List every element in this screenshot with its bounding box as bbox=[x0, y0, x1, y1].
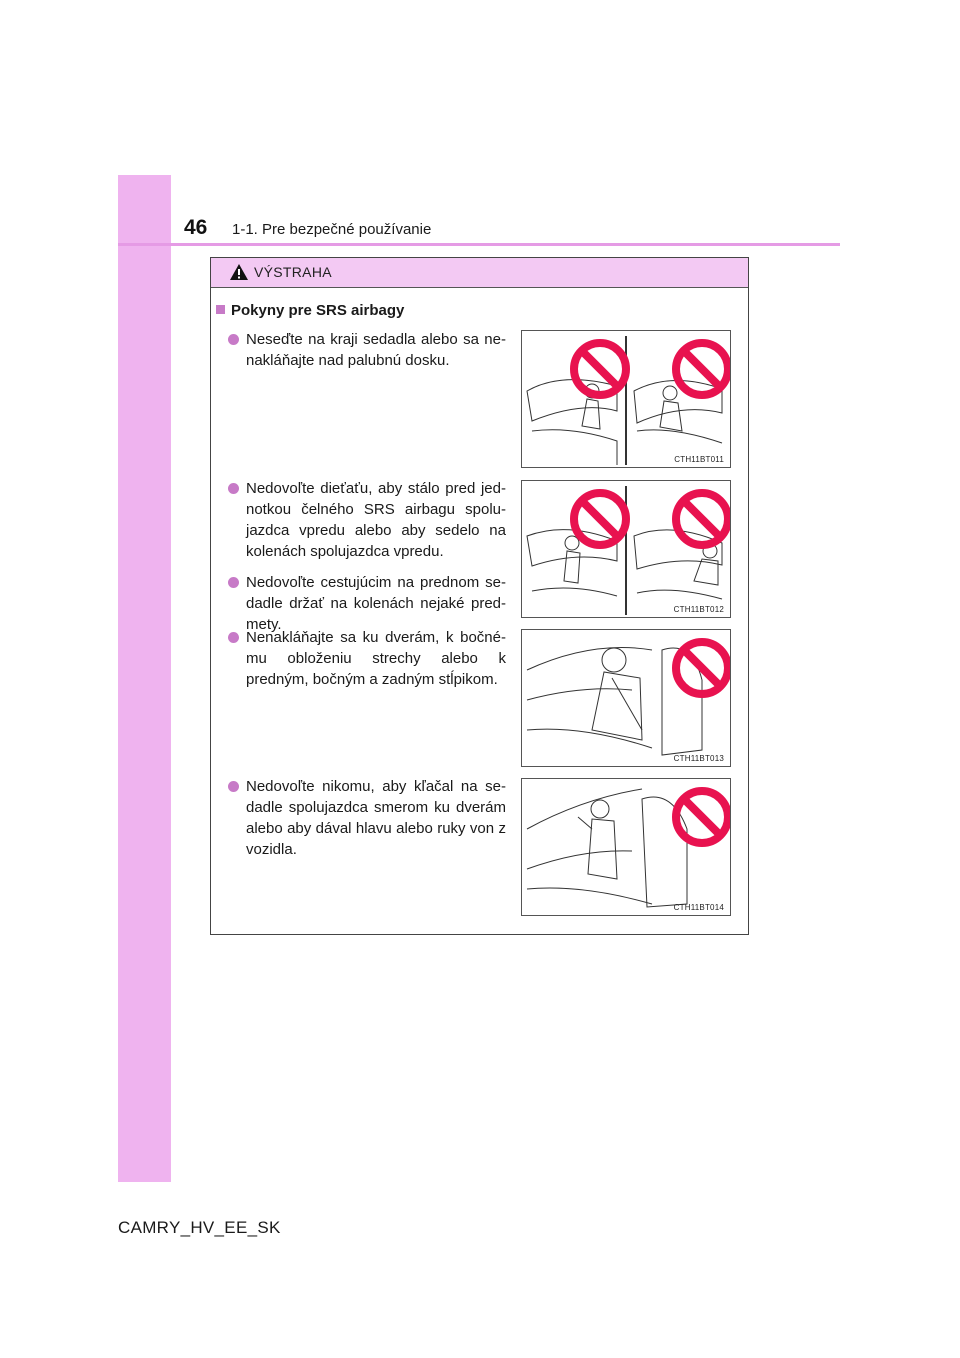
warning-box bbox=[210, 257, 749, 935]
bullet-icon bbox=[228, 577, 239, 588]
list-item-text: Nedovoľte nikomu, aby kľačal na sedadle spolujazdca smerom ku dverám alebo aby dával hlavu alebo ruky von z vozidla. bbox=[246, 778, 506, 858]
prohibited-sign-icon bbox=[676, 791, 728, 843]
list-item bbox=[236, 572, 506, 635]
bullet-icon bbox=[228, 483, 239, 494]
figure-code: CTH11BT012 bbox=[673, 605, 724, 614]
list-item-text: Nenakláňajte sa ku dverám, k bočnému obloženiu strechy alebo k predným, bočným a zadným stĺpikom. bbox=[246, 629, 506, 688]
list-item bbox=[236, 329, 506, 371]
warning-header bbox=[211, 258, 748, 288]
illustration-drawing bbox=[522, 481, 730, 617]
warning-title: VÝSTRAHA bbox=[254, 264, 332, 280]
illustration-4 bbox=[521, 778, 731, 916]
prohibited-sign-icon bbox=[676, 343, 728, 395]
list-item bbox=[236, 776, 506, 860]
list-item-text: Nedovoľte dieťaťu, aby stálo pred jednotkou čelného SRS airbagu spolujazdca vpredu alebo aby sedelo na kolenách spolujazdca vpredu. bbox=[246, 480, 506, 560]
illustration-drawing bbox=[522, 331, 730, 467]
illustration-drawing bbox=[522, 630, 730, 766]
subheading bbox=[216, 302, 404, 319]
prohibited-sign-icon bbox=[676, 493, 728, 545]
illustration-1 bbox=[521, 330, 731, 468]
warning-triangle-icon bbox=[229, 263, 249, 281]
list-item bbox=[236, 627, 506, 690]
list-item-text: Neseďte na kraji sedadla alebo sa nenakláňajte nad palubnú dosku. bbox=[246, 331, 506, 369]
list-item bbox=[236, 478, 506, 562]
subheading-text: Pokyny pre SRS airbagy bbox=[231, 302, 405, 319]
side-margin-band bbox=[118, 175, 171, 1182]
prohibited-sign-icon bbox=[574, 343, 626, 395]
bullet-icon bbox=[228, 781, 239, 792]
section-title: 1-1. Pre bezpečné používanie bbox=[232, 221, 432, 238]
figure-code: CTH11BT013 bbox=[673, 754, 724, 763]
bullet-icon bbox=[228, 632, 239, 643]
square-bullet-icon bbox=[216, 305, 225, 314]
bullet-icon bbox=[228, 334, 239, 345]
prohibited-sign-icon bbox=[574, 493, 626, 545]
illustration-3 bbox=[521, 629, 731, 767]
footer-doc-code: CAMRY_HV_EE_SK bbox=[118, 1218, 281, 1237]
figure-code: CTH11BT011 bbox=[674, 455, 724, 464]
list-item-text: Nedovoľte cestujúcim na prednom sedadle držať na kolenách nejaké predmety. bbox=[246, 574, 506, 633]
illustration-2 bbox=[521, 480, 731, 618]
page-number: 46 bbox=[184, 216, 208, 239]
illustration-drawing bbox=[522, 779, 730, 915]
header-rule bbox=[118, 243, 840, 246]
figure-code: CTH11BT014 bbox=[673, 903, 724, 912]
